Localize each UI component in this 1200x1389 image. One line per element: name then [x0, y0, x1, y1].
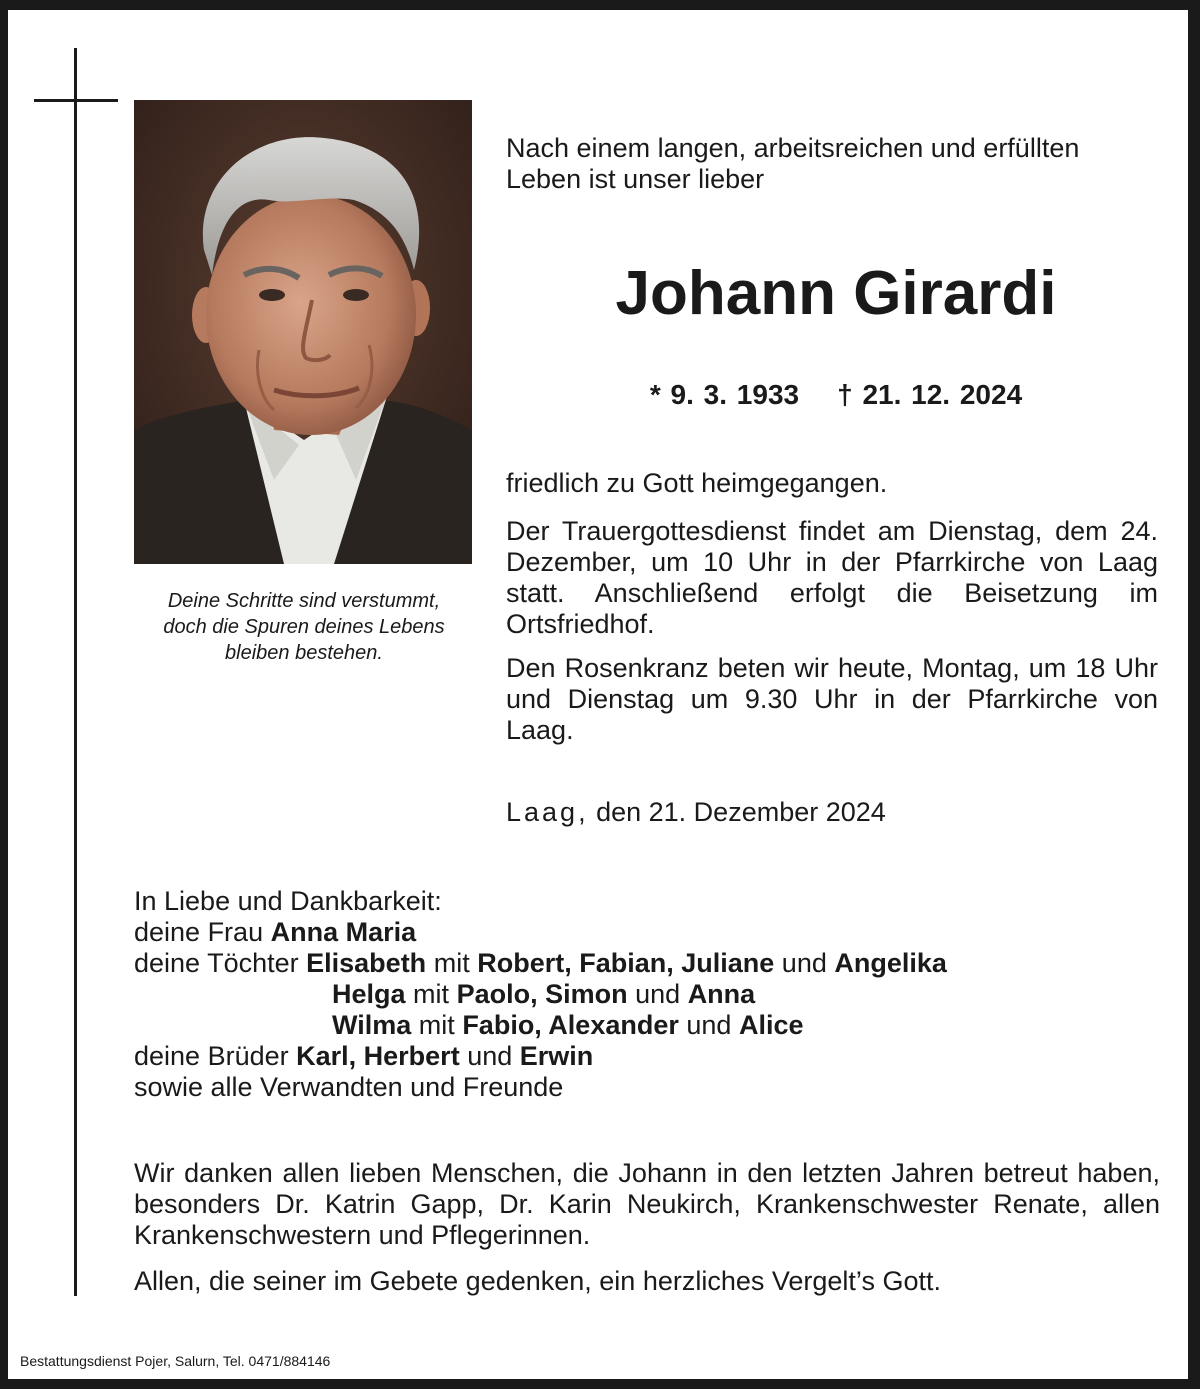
notice-date: den 21. Dezember 2024 — [596, 797, 886, 827]
passed-away-text: friedlich zu Gott heimgegangen. — [506, 468, 888, 498]
family-list — [134, 886, 1174, 1103]
portrait-illustration — [134, 100, 472, 564]
place-and-date — [506, 797, 1166, 828]
portrait-photo — [134, 100, 472, 564]
family-daughter-2: Helga mit Paolo, Simon und Anna — [332, 979, 756, 1009]
family-heading: In Liebe und Dankbarkeit: — [134, 886, 442, 916]
caption-line-3: bleiben bestehen. — [225, 642, 383, 664]
family-others: sowie alle Verwandten und Freunde — [134, 1072, 564, 1102]
blessing-text: Allen, die seiner im Gebete gedenken, ein herzliches Vergelt’s Gott. — [134, 1266, 941, 1296]
funeral-home-footer: Bestattungsdienst Pojer, Salurn, Tel. 0471/884146 — [20, 1353, 331, 1369]
caption-line-2: doch die Spuren deines Lebens — [163, 616, 445, 638]
photo-caption — [126, 588, 482, 666]
cross-horizontal-bar — [34, 99, 118, 102]
funeral-mass-text: Der Trauergottesdienst findet am Dienstag, dem 24. Dezember, um 10 Uhr in der Pfarrkirche von Laag statt. Anschließend erfolgt die Beisetzung im Ortsfriedhof. — [506, 516, 1158, 639]
cross-vertical-bar — [74, 48, 77, 1296]
death-date: † 21. 12. 2024 — [837, 379, 1023, 410]
thanks-text: Wir danken allen lieben Menschen, die Johann in den letzten Jahren betreut haben, besonders Dr. Katrin Gapp, Dr. Karin Neukirch, Krankenschwester Renate, allen Krankenschwestern und Pflegerinnen. — [134, 1158, 1160, 1250]
obituary-notice — [8, 10, 1188, 1379]
family-wife: deine Frau Anna Maria — [134, 917, 417, 947]
intro-text — [506, 133, 1166, 195]
deceased-name: Johann Girardi — [615, 259, 1057, 328]
place-name: Laag, — [506, 797, 589, 827]
intro-line-2: Leben ist unser lieber — [506, 164, 765, 194]
caption-line-1: Deine Schritte sind verstummt, — [167, 590, 441, 612]
birth-date: * 9. 3. 1933 — [649, 379, 800, 410]
family-brothers: deine Brüder Karl, Herbert und Erwin — [134, 1041, 594, 1071]
family-daughter-3: Wilma mit Fabio, Alexander und Alice — [332, 1010, 804, 1040]
life-dates — [506, 378, 1166, 412]
intro-line-1: Nach einem langen, arbeitsreichen und erfüllten — [506, 133, 1080, 163]
family-daughter-1: deine Töchter Elisabeth mit Robert, Fabian, Juliane und Angelika — [134, 948, 947, 978]
rosary-text: Den Rosenkranz beten wir heute, Montag, um 18 Uhr und Dienstag um 9.30 Uhr in der Pfarrkirche von Laag. — [506, 653, 1158, 745]
